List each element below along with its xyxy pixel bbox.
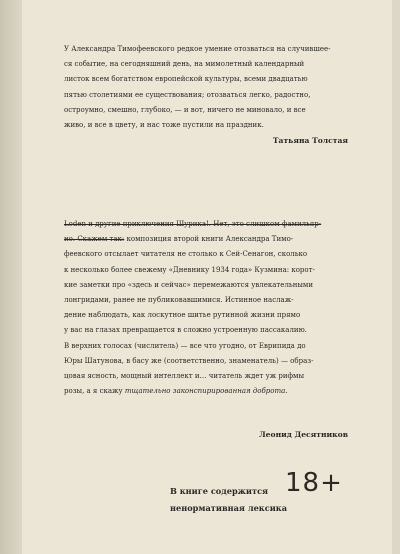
quote-line: Юры Шатунова, в басу же (соответственно, знаменатель) — образ-	[64, 356, 314, 365]
quote-line: ся событие, на сегодняшний день, на мимолетный календарный	[64, 60, 305, 69]
author-tolstaya: Татьяна Толстая	[272, 136, 348, 145]
quote-line: пятью столетиями ее существования; отозваться легко, радостно,	[64, 90, 311, 99]
age-rating-badge: 18+	[285, 468, 343, 498]
quote-desyatnikov	[64, 217, 356, 399]
quote-line: дение наблюдать, как лоскутное шитье рутинной жизни прямо	[64, 311, 301, 320]
quote-text: композиция второй книги Александра Тимо-	[124, 235, 294, 244]
quote-line: лонгридами, ранее не публиковавшимися. Истинное наслаж-	[64, 296, 294, 305]
quote-line	[64, 232, 356, 247]
quote-line: феевского отсылает читателя не столько к Сей-Сенагон, сколько	[64, 250, 308, 259]
quote-line: У Александра Тимофеевского редкое умение отозваться на случившее-	[64, 45, 331, 53]
quote-line: остроумно, смешно, глубоко, — и вот, ничего не миновало, и все	[64, 105, 306, 114]
quote-line	[64, 217, 356, 232]
quote-tolstaya	[64, 42, 356, 133]
italic-text: тщательно законспирированная доброта.	[124, 387, 288, 396]
author-desyatnikov: Леонид Десятников	[258, 430, 348, 439]
struck-text: но. Скажем так:	[64, 235, 125, 244]
quote-line: листок всем богатством европейской культуры, всеми двадцатью	[64, 75, 308, 84]
quote-line: к несколько более свежему «Дневнику 1934 года» Кузмина: корот-	[64, 265, 315, 274]
struck-text: Loden и другие приключения Шурика!. Нет, это слишком фамильяр-	[64, 220, 322, 228]
quote-line	[64, 384, 356, 399]
quote-line: живо, и все в цвету, и нас тоже пустили на праздник.	[64, 121, 264, 130]
quote-line: цовая ясность, мощный интеллект и… читатель ждет уж рифмы	[64, 372, 305, 381]
book-gutter	[0, 0, 22, 554]
quote-line: В верхних голосах (числитель) — все что угодно, от Еврипида до	[64, 341, 306, 350]
quote-line: кие заметки про «здесь и сейчас» перемежаются увлекательными	[64, 280, 314, 289]
content-warning-line2: ненормативная лексика	[170, 503, 287, 513]
content-warning-line1: В книге содержится	[170, 486, 269, 496]
quote-text: розы, а я скажу	[64, 387, 125, 396]
quote-line: у вас на глазах превращается в сложно устроенную пассакалию.	[64, 326, 307, 335]
